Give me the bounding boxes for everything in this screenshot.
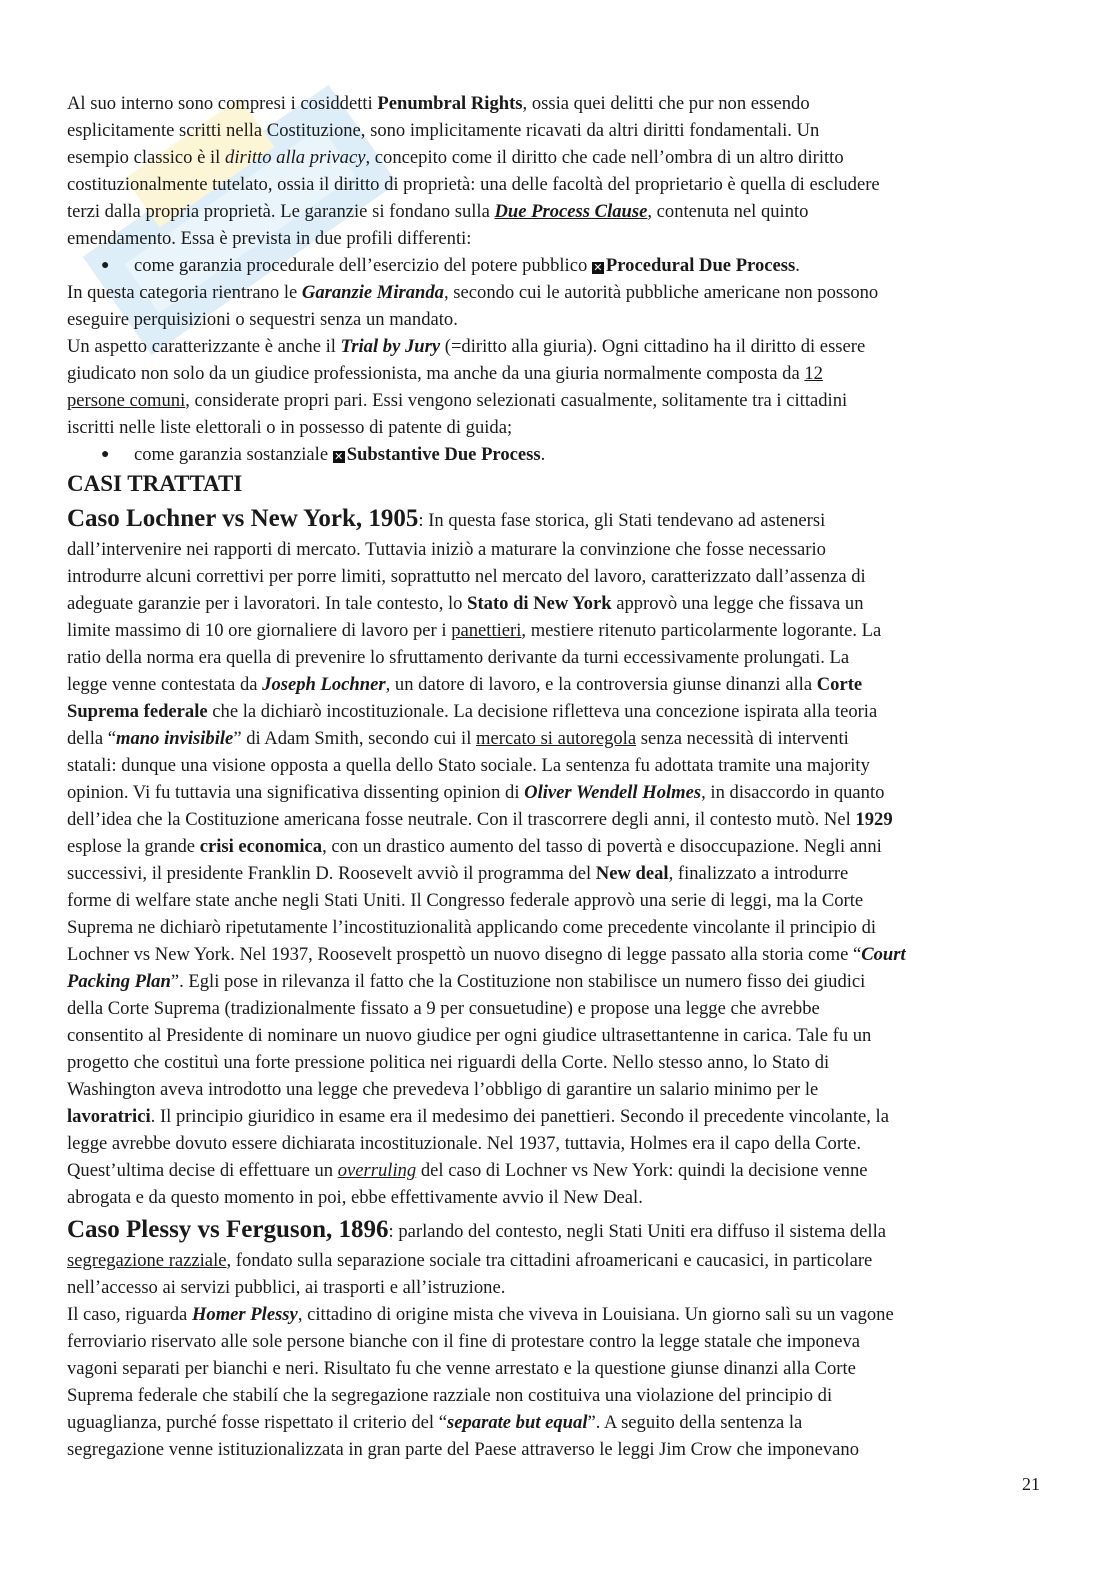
text-segment: del caso di Lochner vs New York: quindi la decisione venne <box>416 1160 868 1181</box>
text-segment: New deal <box>595 863 669 884</box>
text-line <box>67 1103 1067 1130</box>
text-segment: In questa categoria rientrano le <box>67 282 302 303</box>
text-line <box>67 144 1067 171</box>
text-segment: mercato si autoregola <box>476 728 637 749</box>
text-segment: costituzionalmente tutelato, ossia il diritto di proprietà: una delle facoltà del proprietario è quella di escludere <box>67 174 880 195</box>
text-line <box>67 333 1067 360</box>
text-line <box>67 1274 1067 1301</box>
text-segment: introdurre alcuni correttivi per porre limiti, soprattutto nel mercato del lavoro, caratterizzato dall’assenza di <box>67 566 866 587</box>
text-segment: della “ <box>67 728 117 749</box>
text-line <box>67 833 1067 860</box>
text-segment: Un aspetto caratterizzante è anche il <box>67 336 341 357</box>
text-segment: esplose la grande <box>67 836 200 857</box>
text-line <box>67 1247 1067 1274</box>
text-line <box>67 860 1067 887</box>
text-segment: Due Process Clause <box>494 201 648 222</box>
text-segment: ” di Adam Smith, secondo cui il <box>233 728 477 749</box>
arrow-box-icon: ✕ <box>334 450 344 463</box>
text-segment: dall’intervenire nei rapporti di mercato. Tuttavia iniziò a maturare la convinzione che fosse necessario <box>67 539 826 560</box>
text-segment: legge venne contestata da <box>67 674 263 695</box>
text-segment: forme di welfare state anche negli Stati Uniti. Il Congresso federale approvò una serie di leggi, ma la Corte <box>67 890 864 911</box>
text-line <box>67 806 1067 833</box>
case-title: Caso Lochner vs New York, 1905 <box>67 505 419 532</box>
text-segment: vagoni separati per bianchi e neri. Risultato fu che venne arrestato e la questione giunse dinanzi alla Corte <box>67 1358 856 1379</box>
text-segment: lavoratrici <box>67 1106 151 1127</box>
text-segment: crisi economica <box>199 836 323 857</box>
text-segment: Garanzie Miranda <box>301 282 444 303</box>
text-line <box>67 941 1067 968</box>
bullet-icon: ● <box>101 447 110 462</box>
text-segment: Trial by Jury <box>340 336 441 357</box>
case-heading-line <box>67 502 1067 536</box>
text-line <box>67 536 1067 563</box>
text-segment: segregazione razziale <box>67 1250 227 1271</box>
text-segment: CASI TRATTATI <box>67 471 243 496</box>
text-segment: overruling <box>337 1160 417 1181</box>
text-segment: Suprema federale <box>67 701 208 722</box>
text-segment: Lochner vs New York. Nel 1937, Roosevelt prospettò un nuovo disegno di legge passato alla storia come “ <box>67 944 862 965</box>
text-segment: , fondato sulla separazione sociale tra cittadini afroamericani e caucasici, in particolare <box>226 1250 873 1271</box>
text-line <box>67 117 1067 144</box>
text-segment: , concepito come il diritto che cade nell’ombra di un altro diritto <box>365 147 844 168</box>
text-segment: (=diritto alla giuria). Ogni cittadino ha il diritto di essere <box>440 336 866 357</box>
bullet-item <box>67 441 1067 468</box>
text-segment: diritto alla privacy <box>225 147 366 168</box>
text-line <box>67 387 1067 414</box>
text-line <box>67 1409 1067 1436</box>
text-segment: : parlando del contesto, negli Stati Uniti era diffuso il sistema della <box>388 1221 886 1242</box>
text-segment: , finalizzato a introdurre <box>668 863 849 884</box>
text-line <box>67 752 1067 779</box>
text-segment: abrogata e da questo momento in poi, ebbe effettivamente avvio il New Deal. <box>67 1187 643 1208</box>
text-segment: 1929 <box>855 809 893 830</box>
text-segment: mano invisibile <box>116 728 234 749</box>
text-line <box>67 725 1067 752</box>
case-heading-line <box>67 1213 1067 1247</box>
text-segment: esempio classico è il <box>67 147 226 168</box>
page-number: 21 <box>1022 1474 1040 1494</box>
text-line <box>67 968 1067 995</box>
text-segment: ferroviario riservato alle sole persone bianche con il fine di protestare contro la legge statale che imponeva <box>67 1331 861 1352</box>
text-segment: . Il principio giuridico in esame era il medesimo dei panettieri. Secondo il precedente vincolante, la <box>150 1106 889 1127</box>
text-segment: panettieri <box>451 620 522 641</box>
text-segment: Quest’ultima decise di effettuare un <box>67 1160 338 1181</box>
text-line <box>67 698 1067 725</box>
text-line <box>67 617 1067 644</box>
text-segment: come garanzia procedurale dell’esercizio del potere pubblico <box>134 255 592 276</box>
text-segment: , un datore di lavoro, e la controversia giunse dinanzi alla <box>385 674 817 695</box>
text-segment: come garanzia sostanziale <box>134 444 333 465</box>
text-segment: Joseph Lochner <box>262 674 386 695</box>
text-segment: emendamento. Essa è prevista in due profili differenti: <box>67 228 472 249</box>
text-segment: , mestiere ritenuto particolarmente logorante. La <box>521 620 882 641</box>
text-line <box>67 779 1067 806</box>
text-line <box>67 1049 1067 1076</box>
arrow-box-icon: ✕ <box>593 261 603 274</box>
text-segment: Washington aveva introdotto una legge che prevedeva l’obbligo di garantire un salario minimo per le <box>67 1079 819 1100</box>
section-heading <box>67 468 1067 500</box>
text-segment: Homer Plessy <box>191 1304 298 1325</box>
text-line <box>67 90 1067 117</box>
text-segment: ratio della norma era quella di prevenire lo sfruttamento derivante da turni eccessivamente prolungati. La <box>67 647 850 668</box>
text-segment: Corte <box>816 674 863 695</box>
text-segment: Suprema ne dichiarò ripetutamente l’incostituzionalità applicando come precedente vincolante il principio di <box>67 917 877 938</box>
text-segment: Al suo interno sono compresi i cosiddetti <box>67 93 378 114</box>
text-segment: Suprema federale che stabilí che la segregazione razziale non costituiva una violazione del principio di <box>67 1385 833 1406</box>
text-segment: . <box>795 255 800 276</box>
text-line <box>67 914 1067 941</box>
text-segment: ”. A seguito della sentenza la <box>587 1412 803 1433</box>
text-segment: esplicitamente scritti nella Costituzione, sono implicitamente ricavati da altri diritti fondamentali. Un <box>67 120 820 141</box>
text-segment: Procedural Due Process <box>605 255 796 276</box>
text-segment: successivi, il presidente Franklin D. Roosevelt avviò il programma del <box>67 863 596 884</box>
text-line <box>67 644 1067 671</box>
text-segment: dell’idea che la Costituzione americana fosse neutrale. Con il trascorrere degli anni, il contesto mutò. Nel <box>67 809 856 830</box>
bullet-icon: ● <box>101 258 110 273</box>
text-segment: , contenuta nel quinto <box>647 201 809 222</box>
text-line <box>67 887 1067 914</box>
text-line <box>67 590 1067 617</box>
text-line <box>67 1355 1067 1382</box>
text-line <box>67 995 1067 1022</box>
text-line <box>67 563 1067 590</box>
text-segment: eseguire perquisizioni o sequestri senza un mandato. <box>67 309 458 330</box>
text-segment: che la dichiarò incostituzionale. La decisione rifletteva una concezione ispirata alla teoria <box>207 701 878 722</box>
text-line <box>67 1130 1067 1157</box>
text-line <box>67 1157 1067 1184</box>
text-segment: uguaglianza, purché fosse rispettato il criterio del “ <box>67 1412 447 1433</box>
text-segment: 12 <box>804 363 823 384</box>
bullet-item <box>67 252 1067 279</box>
text-segment: Penumbral Rights <box>377 93 523 114</box>
text-segment: , ossia quei delitti che pur non essendo <box>522 93 810 114</box>
text-line <box>67 1328 1067 1355</box>
text-line <box>67 414 1067 441</box>
text-segment: , cittadino di origine mista che viveva in Louisiana. Un giorno salì su un vagone <box>297 1304 894 1325</box>
text-line <box>67 306 1067 333</box>
text-segment: : In questa fase storica, gli Stati tendevano ad astenersi <box>418 510 826 531</box>
text-segment: nell’accesso ai servizi pubblici, ai trasporti e all’istruzione. <box>67 1277 506 1298</box>
text-segment: ”. Egli pose in rilevanza il fatto che la Costituzione non stabilisce un numero fisso dei giudici <box>170 971 866 992</box>
text-segment: Court <box>861 944 906 965</box>
text-segment: , considerate propri pari. Essi vengono selezionati casualmente, solitamente tra i cittadini <box>185 390 848 411</box>
text-line <box>67 1436 1067 1463</box>
text-segment: segregazione venne istituzionalizzata in gran parte del Paese attraverso le leggi Jim Crow che imponevano <box>67 1439 860 1460</box>
text-segment: giudicato non solo da un giudice professionista, ma anche da una giuria normalmente composta da <box>67 363 805 384</box>
text-segment: , secondo cui le autorità pubbliche americane non possono <box>443 282 879 303</box>
text-segment: senza necessità di interventi <box>636 728 849 749</box>
text-line <box>67 171 1067 198</box>
text-segment: legge avrebbe dovuto essere dichiarata incostituzionale. Nel 1937, tuttavia, Holmes era il capo della Corte. <box>67 1133 862 1154</box>
text-segment: della Corte Suprema (tradizionalmente fissato a 9 per consuetudine) e propose una legge che avrebbe <box>67 998 820 1019</box>
text-line <box>67 1382 1067 1409</box>
text-line <box>67 1076 1067 1103</box>
text-segment: persone comuni <box>67 390 186 411</box>
text-line <box>67 279 1067 306</box>
text-line <box>67 1301 1067 1328</box>
text-line <box>67 1022 1067 1049</box>
text-line <box>67 198 1067 225</box>
text-segment: limite massimo di 10 ore giornaliere di lavoro per i <box>67 620 452 641</box>
text-segment: , in disaccordo in quanto <box>701 782 885 803</box>
text-segment: separate but equal <box>447 1412 588 1433</box>
document-body <box>67 90 1067 1463</box>
text-segment: approvò una legge che fissava un <box>611 593 864 614</box>
text-segment: consentito al Presidente di nominare un nuovo giudice per ogni giudice ultrasettantenne in carica. Tale fu un <box>67 1025 872 1046</box>
text-segment: Stato di New York <box>467 593 612 614</box>
text-segment: Oliver Wendell Holmes <box>524 782 702 803</box>
text-segment: . <box>540 444 546 465</box>
text-segment: statali: dunque una visione opposta a quella dello Stato sociale. La sentenza fu adottata tramite una majority <box>67 755 870 776</box>
text-line <box>67 225 1067 252</box>
text-segment: Substantive Due Process <box>346 444 541 465</box>
text-segment: , con un drastico aumento del tasso di povertà e disoccupazione. Negli anni <box>322 836 882 857</box>
text-segment: iscritti nelle liste elettorali o in possesso di patente di guida; <box>67 417 513 438</box>
text-segment: Il caso, riguarda <box>67 1304 192 1325</box>
text-segment: terzi dalla propria proprietà. Le garanzie si fondano sulla <box>67 201 495 222</box>
text-segment: progetto che costituì una forte pressione politica nei riguardi della Corte. Nello stesso anno, lo Stato di <box>67 1052 830 1073</box>
text-segment: Packing Plan <box>67 971 171 992</box>
text-line <box>67 1184 1067 1211</box>
case-title: Caso Plessy vs Ferguson, 1896 <box>67 1216 389 1243</box>
text-line <box>67 360 1067 387</box>
text-segment: opinion. Vi fu tuttavia una significativa dissenting opinion di <box>67 782 525 803</box>
text-line <box>67 671 1067 698</box>
text-segment: adeguate garanzie per i lavoratori. In tale contesto, lo <box>67 593 468 614</box>
